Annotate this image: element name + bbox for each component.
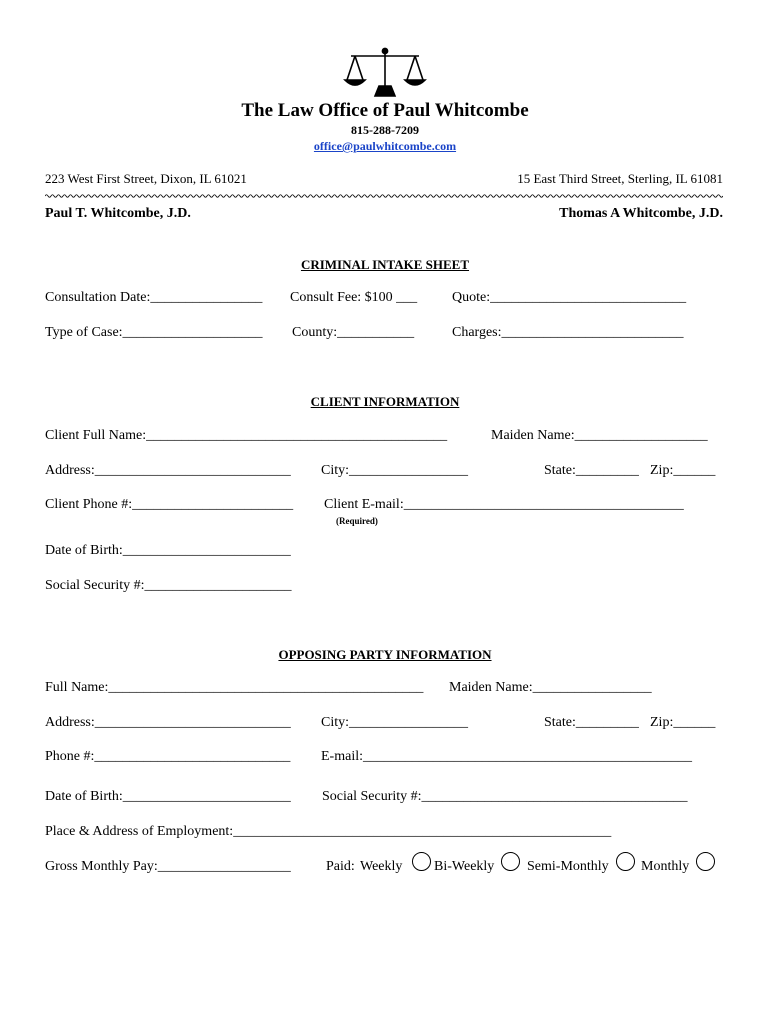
firm-name: The Law Office of Paul Whitcombe (241, 100, 529, 121)
pay-option-monthly-label: Monthly (641, 859, 690, 874)
attorney-left: Paul T. Whitcombe, J.D. (45, 206, 191, 221)
opposing-city-field[interactable]: City:_________________ (321, 715, 469, 730)
paid-label: Paid: (326, 859, 355, 874)
gross-monthly-pay-field[interactable]: Gross Monthly Pay:___________________ (45, 859, 291, 874)
firm-email-link[interactable]: office@paulwhitcombe.com (313, 139, 457, 153)
attorney-right: Thomas A Whitcombe, J.D. (559, 206, 723, 221)
charges-field[interactable]: Charges:__________________________ (452, 325, 684, 340)
pay-option-biweekly-label: Bi-Weekly (434, 859, 495, 874)
opposing-email-field[interactable]: E-mail:_______________________________________________ (321, 749, 692, 764)
client-email-field[interactable]: Client E-mail:________________________________________ (324, 497, 684, 512)
pay-option-biweekly-radio[interactable] (501, 852, 520, 871)
opposing-state-field[interactable]: State:_________ (544, 715, 639, 730)
address-right: 15 East Third Street, Sterling, IL 61081 (517, 171, 723, 186)
opposing-dob-field[interactable]: Date of Birth:________________________ (45, 789, 291, 804)
wavy-divider (45, 193, 723, 199)
client-maiden-name-field[interactable]: Maiden Name:___________________ (491, 428, 708, 443)
client-dob-field[interactable]: Date of Birth:________________________ (45, 543, 291, 558)
scales-of-justice-icon (343, 44, 427, 100)
pay-option-semimonthly-label: Semi-Monthly (527, 859, 609, 874)
opposing-maiden-name-field[interactable]: Maiden Name:_________________ (449, 680, 652, 695)
client-phone-field[interactable]: Client Phone #:_______________________ (45, 497, 294, 512)
opposing-address-field[interactable]: Address:____________________________ (45, 715, 291, 730)
client-zip-field[interactable]: Zip:______ (650, 463, 716, 478)
county-field[interactable]: County:___________ (292, 325, 415, 340)
client-address-field[interactable]: Address:____________________________ (45, 463, 291, 478)
employment-field[interactable]: Place & Address of Employment:______________________________________________________ (45, 824, 612, 839)
client-state-field[interactable]: State:_________ (544, 463, 639, 478)
consult-fee-field[interactable]: Consult Fee: $100 ___ (290, 290, 418, 305)
opposing-full-name-field[interactable]: Full Name:_____________________________________________ (45, 680, 424, 695)
client-ssn-field[interactable]: Social Security #:_____________________ (45, 578, 292, 593)
address-left: 223 West First Street, Dixon, IL 61021 (45, 171, 247, 186)
section-title-opposing: OPPOSING PARTY INFORMATION (278, 647, 492, 662)
section-title-intake: CRIMINAL INTAKE SHEET (300, 257, 470, 272)
pay-option-monthly-radio[interactable] (696, 852, 715, 871)
section-title-client: CLIENT INFORMATION (310, 394, 460, 409)
consultation-date-field[interactable]: Consultation Date:________________ (45, 290, 263, 305)
pay-option-semimonthly-radio[interactable] (616, 852, 635, 871)
opposing-phone-field[interactable]: Phone #:____________________________ (45, 749, 291, 764)
opposing-zip-field[interactable]: Zip:______ (650, 715, 716, 730)
quote-field[interactable]: Quote:____________________________ (452, 290, 687, 305)
firm-phone: 815-288-7209 (351, 123, 419, 137)
opposing-ssn-field[interactable]: Social Security #:______________________________________ (322, 789, 688, 804)
pay-option-weekly-radio[interactable] (412, 852, 431, 871)
client-city-field[interactable]: City:_________________ (321, 463, 469, 478)
email-required-note: (Required) (336, 516, 378, 526)
pay-option-weekly-label: Weekly (360, 859, 403, 874)
client-full-name-field[interactable]: Client Full Name:___________________________________________ (45, 428, 448, 443)
type-of-case-field[interactable]: Type of Case:____________________ (45, 325, 263, 340)
